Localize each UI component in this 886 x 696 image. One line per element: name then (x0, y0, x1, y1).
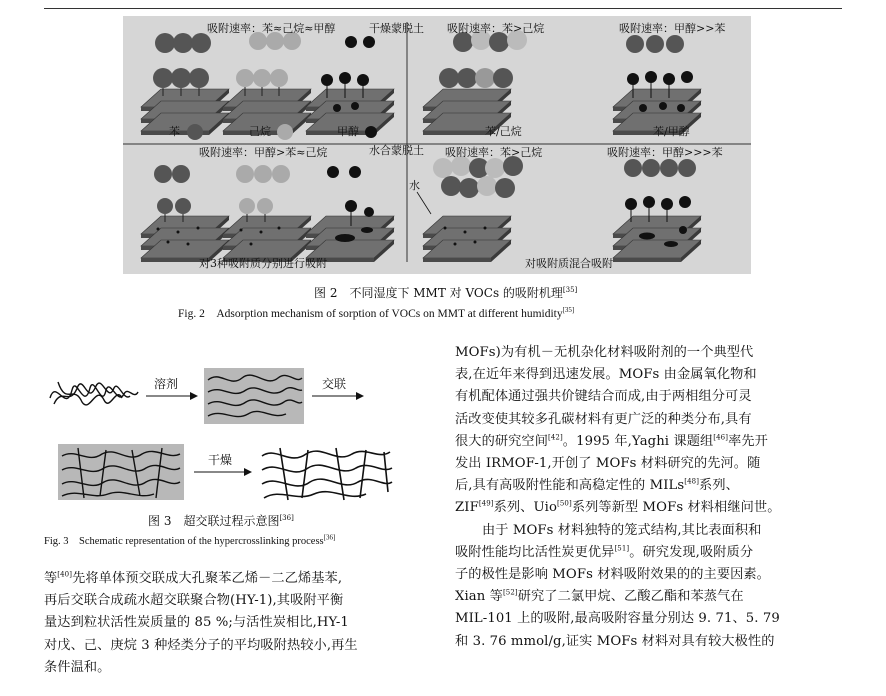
figure-3-caption-zh: 图 3 超交联过程示意图[36] (148, 514, 294, 528)
text-line: 很大的研究空间[42]。1995 年,Yaghi 课题组[46]率先开 (455, 433, 768, 449)
dry-benzene-hexane-panel (423, 30, 527, 135)
wet-benzene-methanol-panel (613, 159, 701, 262)
dry-hexane-panel (223, 32, 311, 135)
mix-benzene-methanol-label: 苯/甲醇 (653, 125, 690, 138)
wet-mmt-label: 水合蒙脱土 (369, 144, 424, 157)
text-line: 后,具有高吸附性能和高稳定性的 MILs[48]系列、 (455, 477, 739, 494)
dry-benzene-methanol-panel (613, 35, 701, 135)
figure-2-caption-en: Fig. 2 Adsorption mechanism of sorption of VOCs on MMT at different humidity[35] (178, 306, 575, 320)
rate-label-dry-bh: 吸附速率：苯>己烷 (447, 22, 545, 35)
text-line: 有机配体通过强共价键结合而成,由于两相组分可灵 (455, 389, 752, 405)
text-line: MIL-101 上的吸附,最高吸附容量分别达 9. 71、5. 79 (455, 611, 780, 627)
water-label: 水 (409, 179, 420, 192)
rate-label-wet-separate: 吸附速率：甲醇>苯≈己烷 (199, 146, 328, 159)
text-line: 和 3. 76 mmol/g,证实 MOFs 材料对具有较大极性的 (455, 633, 775, 649)
text-line: MOFs)为有机－无机杂化材料吸附剂的一个典型代 (455, 345, 754, 360)
text-line: ZIF[49]系列、Uio[50]系列等新型 MOFs 材料相继问世。 (455, 500, 781, 516)
wet-benzene-panel (141, 165, 229, 262)
figure-2-illustration (123, 16, 751, 274)
dry-mmt-label: 干燥蒙脱土 (369, 22, 424, 35)
text-line: 由于 MOFs 材料独特的笼式结构,其比表面积和 (482, 522, 762, 538)
wet-methanol-panel (306, 166, 394, 262)
mix-benzene-hexane-label: 苯/己烷 (485, 125, 522, 138)
wet-benzene-hexane-panel (417, 156, 523, 262)
left-column-text (44, 568, 358, 679)
figure-3-illustration (44, 356, 422, 504)
text-line: 活改变使其较多孔碳材料有更广泛的种类分布,具有 (455, 411, 752, 427)
crosslink-label: 交联 (322, 377, 347, 391)
mixed-adsorption-label: 对吸附质混合吸附 (525, 257, 613, 270)
text-line: 条件温和。 (44, 659, 111, 675)
text-line: Xian 等[52]研究了二氯甲烷、乙酸乙酯和苯蒸气在 (455, 588, 744, 605)
text-line: 吸附性能均比活性炭更优异[51]。研究发现,吸附质分 (455, 544, 754, 560)
dry-label: 干燥 (208, 453, 233, 467)
figure-3-hypercrosslinking (44, 356, 422, 504)
text-line: 子的极性是影响 MOFs 材料吸附效果的的主要因素。 (455, 567, 770, 583)
separate-adsorption-label: 对3种吸附质分别进行吸附 (199, 257, 327, 270)
right-column-text (455, 342, 781, 653)
text-line: 等[40]先将单体预交联成大孔聚苯乙烯－二乙烯基苯, (44, 570, 343, 586)
text-line: 表,在近年来得到迅速发展。MOFs 由金属氧化物和 (455, 367, 757, 383)
text-line: 发出 IRMOF-1,开创了 MOFs 材料研究的先河。随 (455, 456, 761, 472)
legend-hexane-label: 己烷 (249, 125, 271, 138)
legend-methanol-label: 甲醇 (337, 125, 359, 138)
header-rule (44, 8, 842, 9)
figure-2-adsorption-mechanism (123, 16, 751, 274)
figure-2-caption-zh: 图 2 不同湿度下 MMT 对 VOCs 的吸附机理[35] (314, 286, 578, 300)
wet-hexane-panel (223, 165, 311, 262)
dry-methanol-panel (306, 36, 394, 135)
text-line: 再后交联合成疏水超交联聚合物(HY-1),其吸附平衡 (44, 593, 344, 609)
rate-label-dry-bm: 吸附速率：甲醇>>苯 (619, 22, 726, 35)
rate-label-dry-separate: 吸附速率：苯≈己烷≈甲醇 (207, 22, 336, 35)
legend-benzene-label: 苯 (169, 125, 180, 138)
text-line: 对戊、己、庚烷 3 种烃类分子的平均吸附热较小,再生 (44, 637, 358, 653)
rate-label-wet-bh: 吸附速率：苯>己烷 (445, 146, 543, 159)
dry-benzene-panel (141, 33, 229, 135)
text-line: 量达到粒状活性炭质量的 85 %;与活性炭相比,HY-1 (44, 615, 349, 631)
rate-label-wet-bm: 吸附速率：甲醇>>>苯 (607, 146, 723, 159)
figure-3-caption-en: Fig. 3 Schematic representation of the hypercrosslinking process[36] (44, 533, 336, 547)
solvent-label: 溶剂 (154, 377, 179, 391)
